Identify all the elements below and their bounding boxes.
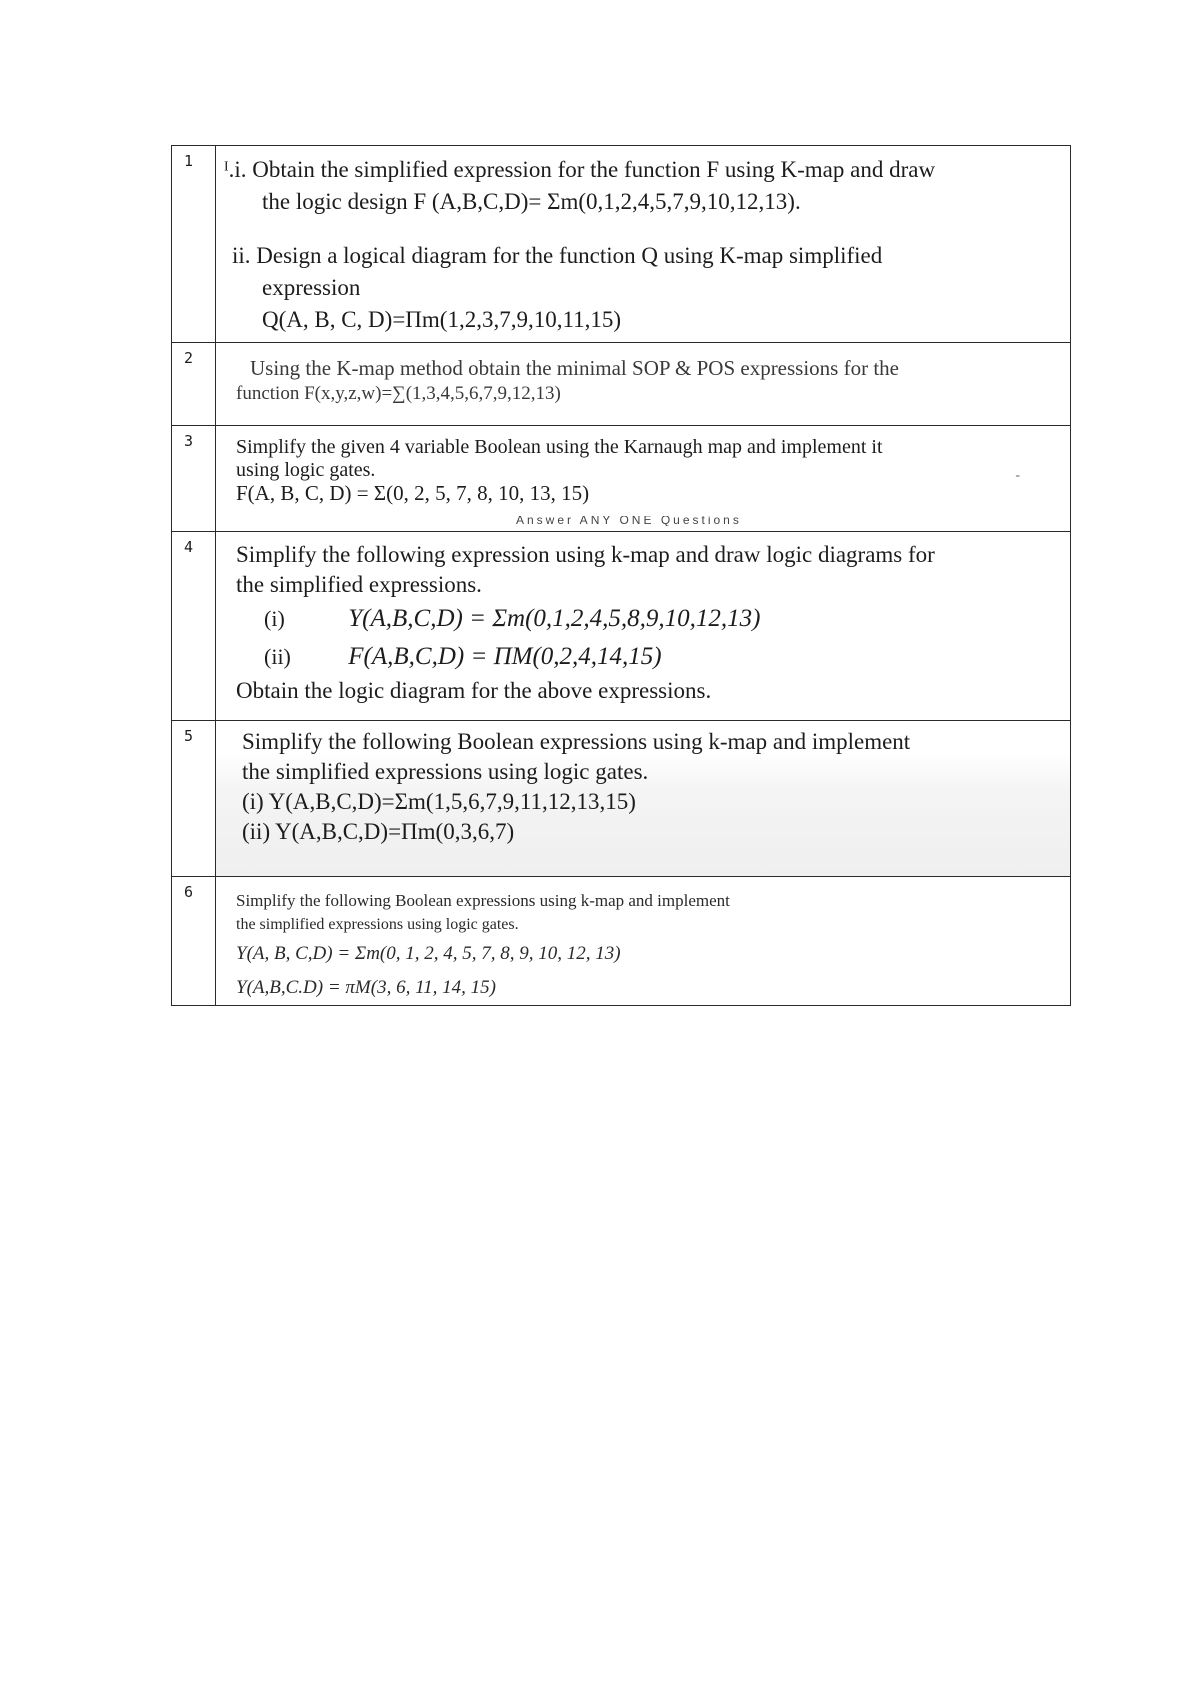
question-number: 6 bbox=[172, 877, 216, 1006]
question-line: (ii) Y(A,B,C,D)=Πm(0,3,6,7) bbox=[242, 819, 515, 844]
question-number: 3 bbox=[172, 426, 216, 532]
question-number: 4 bbox=[172, 532, 216, 721]
question-number: 2 bbox=[172, 343, 216, 426]
question-line: Y(A,B,C.D) = πM(3, 6, 11, 14, 15) bbox=[236, 977, 496, 998]
sub-question-label: (i) bbox=[264, 606, 285, 631]
questions-table bbox=[171, 145, 1071, 1006]
question-text bbox=[216, 877, 1070, 1005]
question-line: Simplify the following Boolean expressions using k-map and implement bbox=[242, 729, 911, 754]
question-row bbox=[172, 532, 1071, 721]
question-row bbox=[172, 343, 1071, 426]
question-line: Q(A, B, C, D)=Πm(1,2,3,7,9,10,11,15) bbox=[262, 307, 622, 332]
question-number: 5 bbox=[172, 721, 216, 877]
sub-question-expression: Y(A,B,C,D) = Σm(0,1,2,4,5,8,9,10,12,13) bbox=[348, 605, 761, 632]
question-text bbox=[216, 721, 1070, 876]
sub-question-expression: F(A,B,C,D) = ΠM(0,2,4,14,15) bbox=[348, 643, 662, 670]
question-line: (i) Y(A,B,C,D)=Σm(1,5,6,7,9,11,12,13,15) bbox=[242, 789, 636, 814]
scan-mark: - bbox=[1015, 468, 1020, 483]
question-line: Using the K-map method obtain the minimal SOP & POS expressions for the bbox=[250, 356, 900, 380]
question-text bbox=[216, 516, 1070, 720]
question-line: expression bbox=[262, 275, 361, 300]
sub-question-label: (ii) bbox=[264, 644, 291, 669]
question-line: function F(x,y,z,w)=∑(1,3,4,5,6,7,9,12,13) bbox=[236, 383, 561, 404]
question-line: Simplify the following Boolean expressions using k-map and implement bbox=[236, 891, 730, 910]
question-line: the simplified expressions. bbox=[236, 572, 482, 597]
question-number: 1 bbox=[172, 146, 216, 343]
question-line: the simplified expressions using logic gates. bbox=[242, 759, 649, 784]
question-row bbox=[172, 146, 1071, 343]
sub-question bbox=[236, 600, 1056, 638]
question-text bbox=[216, 146, 1070, 342]
question-row bbox=[172, 721, 1071, 877]
question-line: using logic gates. bbox=[236, 459, 376, 481]
ghost-heading: Answer ANY ONE Questions bbox=[516, 516, 742, 526]
question-line: F(A, B, C, D) = Σ(0, 2, 5, 7, 8, 10, 13, 15) bbox=[236, 481, 590, 505]
question-line: Simplify the given 4 variable Boolean using the Karnaugh map and implement it bbox=[236, 436, 883, 458]
question-line: Obtain the logic diagram for the above expressions. bbox=[236, 678, 712, 703]
question-line: Y(A, B, C,D) = Σm(0, 1, 2, 4, 5, 7, 8, 9, 10, 12, 13) bbox=[236, 943, 621, 964]
question-line: ii. Design a logical diagram for the function Q using K-map simplified bbox=[232, 243, 883, 268]
sub-question bbox=[236, 638, 1056, 676]
question-line: ᴵ.i. Obtain the simplified expression for the function F using K-map and draw bbox=[224, 157, 936, 182]
question-line: the simplified expressions using logic gates. bbox=[236, 916, 519, 933]
question-text bbox=[216, 343, 1070, 425]
question-row bbox=[172, 877, 1071, 1006]
question-line: the logic design F (A,B,C,D)= Σm(0,1,2,4,5,7,9,10,12,13). bbox=[262, 189, 801, 214]
question-line: Simplify the following expression using k-map and draw logic diagrams for bbox=[236, 542, 935, 567]
